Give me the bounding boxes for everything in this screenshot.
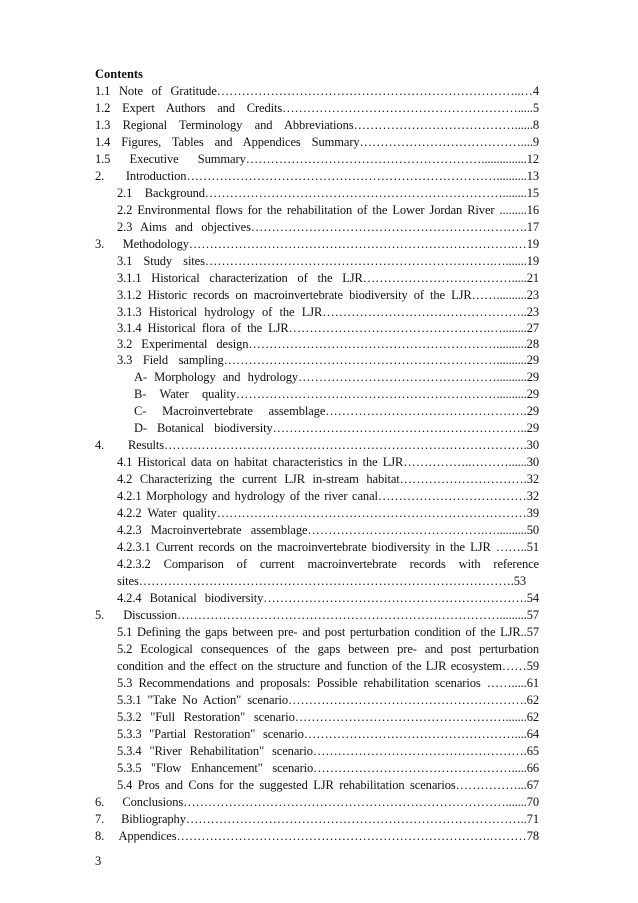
toc-title: Contents [95,67,143,81]
toc-entry[interactable]: B- Water quality………………………………………………………..........29 [134,387,539,401]
toc-entry[interactable]: 2.3 Aims and objectives………………………………………………………….17 [117,220,539,234]
toc-entry[interactable]: 5.3.3 "Partial Restoration" scenario……………………………………………....64 [117,727,539,741]
toc-entry[interactable]: 4.2.4 Botanical biodiversity……………………………………………………….54 [117,591,539,605]
toc-entry[interactable]: 5.3.5 "Flow Enhancement" scenario………………………………………….....66 [117,761,539,775]
toc-entry[interactable]: condition and the effect on the structure and function of the LJR ecosystem……59 [117,659,539,673]
toc-entry[interactable]: 1.5 Executive Summary…………………………………………………...............12 [95,152,539,166]
toc-entry[interactable]: 4.2.3.2 Comparison of current macroinvertebrate records with reference [117,557,539,571]
toc-entry[interactable]: 4.1 Historical data on habitat characteristics in the LJR……………..………......30 [117,455,539,469]
toc-entry[interactable]: 5.3.4 "River Rehabilitation" scenario…………………………………………….65 [117,744,539,758]
toc-entry[interactable]: 3.1.1 Historical characterization of the LJR……………………………….....21 [117,271,539,285]
toc-entry[interactable]: 6. Conclusions…………………………………………………………………….......70 [95,795,539,809]
toc-entry[interactable]: 5.3.1 "Take No Action" scenario………………………………………………….62 [117,693,539,707]
toc-entry[interactable]: 3. Methodology…………………………………………………………………….…19 [95,237,539,251]
toc-entry[interactable]: 1.2 Expert Authors and Credits………………………………………………….....5 [95,101,539,115]
toc-entry[interactable]: 1.3 Regional Terminology and Abbreviations…………………………………......8 [95,118,539,132]
toc-entry[interactable]: C- Macroinvertebrate assemblage………………………………………….29 [134,404,539,418]
toc-entry[interactable]: 5.4 Pros and Cons for the suggested LJR rehabilitation scenarios……………...67 [117,778,539,792]
toc-entry[interactable]: 3.3 Field sampling…………………………………………………………..........29 [117,353,539,367]
toc-entry[interactable]: 4.2.3 Macroinvertebrate assemblage…………………………………….…..........50 [117,523,539,537]
toc-entry[interactable]: 3.1 Study sites…………………………………………………………….….......19 [117,254,539,268]
toc-entry[interactable]: 4. Results…………………………………………………………………………….30 [95,438,539,452]
page-number: 3 [95,854,102,868]
toc-entry[interactable]: 3.1.2 Historic records on macroinvertebrate biodiversity of the LJR……..........23 [117,288,539,302]
toc-entry[interactable]: 2. Introduction…………………………………………………………………..........13 [95,169,539,183]
toc-entry[interactable]: 4.2.3.1 Current records on the macroinvertebrate biodiversity in the LJR ……..51 [117,540,539,554]
toc-entry[interactable]: 2.2 Environmental flows for the rehabilitation of the Lower Jordan River .........16 [117,203,539,217]
toc-entry[interactable]: 5.3 Recommendations and proposals: Possible rehabilitation scenarios …….....61 [117,676,539,690]
toc-entry[interactable]: 2.1 Background………………………………………………………………........15 [117,186,539,200]
toc-entry[interactable]: 5.3.2 "Full Restoration" scenario…………………………………………….......62 [117,710,539,724]
toc-entry[interactable]: 5. Discussion…………………………………………………………………….........57 [95,608,539,622]
toc-entry[interactable]: 1.1 Note of Gratitude………………………………………………………………..…4 [95,84,539,98]
toc-entry[interactable]: 4.2 Characterizing the current LJR in-stream habitat………………………….32 [117,472,539,486]
toc-entry[interactable]: 4.2.1 Morphology and hydrology of the river canal………………………………32 [117,489,539,503]
toc-entry[interactable]: 4.2.2 Water quality…………………………………………………………………39 [117,506,539,520]
toc-entry[interactable]: 3.1.3 Historical hydrology of the LJR…………………………………………..23 [117,305,539,319]
toc-entry[interactable]: 1.4 Figures, Tables and Appendices Summary…………………………………....9 [95,135,539,149]
toc-entry[interactable]: 3.1.4 Historical flora of the LJR………………………………………….…........27 [117,321,539,335]
toc-entry[interactable]: 8. Appendices………………………………………………………………….………78 [95,829,539,843]
toc-entry[interactable]: 3.2 Experimental design……………………………………………………..........28 [117,337,539,351]
toc-entry[interactable]: A- Morphology and hydrology…………………………………………..........29 [134,370,539,384]
toc-entry[interactable]: 7. Bibliography………………………………………………………………………..71 [95,812,539,826]
toc-entry[interactable]: 5.2 Ecological consequences of the gaps between pre- and post perturbation [117,642,539,656]
toc-entry[interactable]: D- Botanical biodiversity……………………………………………………..29 [134,421,539,435]
toc-entry[interactable]: 5.1 Defining the gaps between pre- and post perturbation condition of the LJR..57 [117,625,539,639]
toc-entry[interactable]: sites……………………………………………………………………………….53 [117,574,527,588]
